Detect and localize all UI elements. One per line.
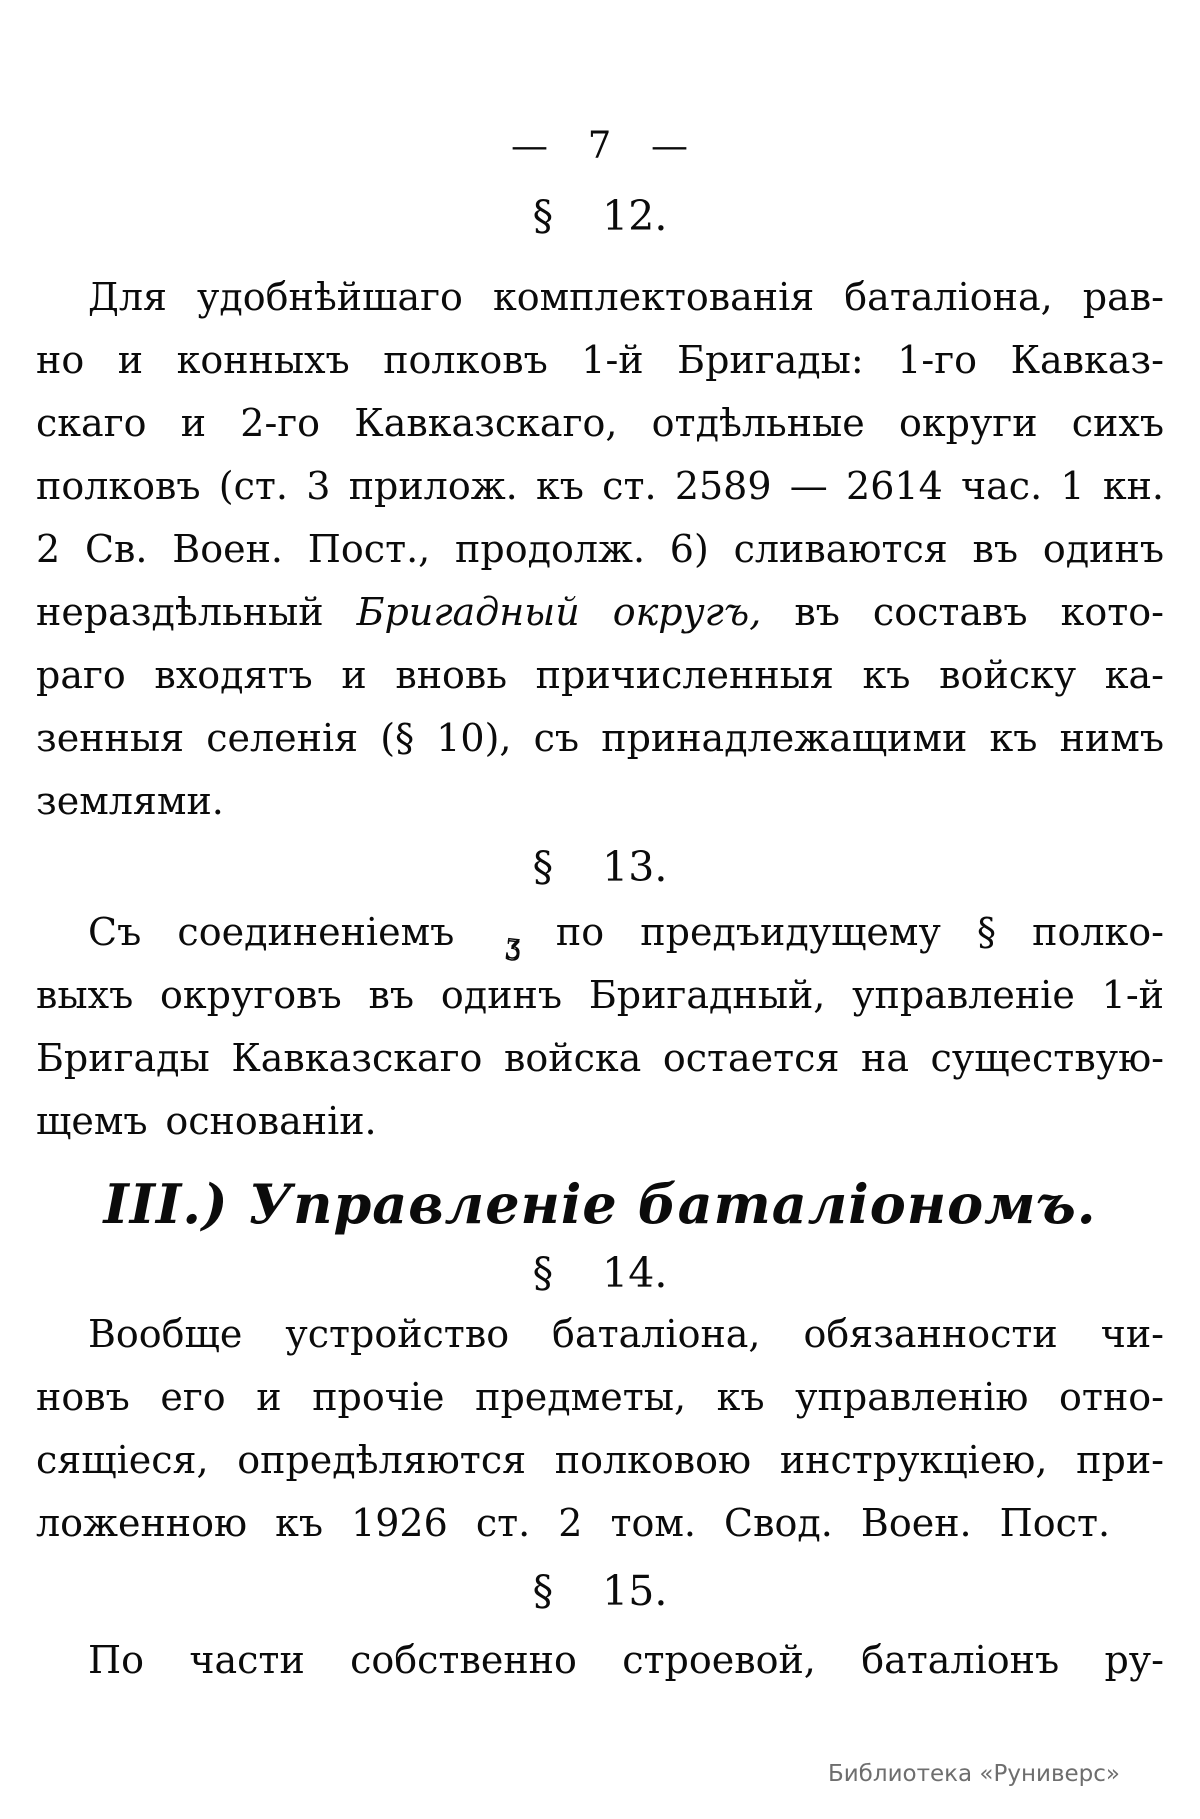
text-segment: Съ соединеніемъ [88,910,455,954]
text-segment: нераздѣльный [36,590,357,634]
text-line: зенныя селенія (§ 10), съ принадлежащими къ нимъ [36,716,1164,760]
text-segment: въ составъ кото- [761,590,1165,634]
section-heading-12: § 12. [532,192,668,240]
section-heading-13: § 13. [532,843,668,891]
text-line: щемъ основаніи. [36,1099,377,1143]
paragraph-15 [36,1629,1164,1692]
text-line: Вообще устройство баталіона, обязанности чи- [88,1312,1164,1356]
text-line: Бригады Кавказскаго войска остается на существую- [36,1036,1164,1080]
section-heading-15: § 15. [532,1567,668,1615]
text-segment: по предъидущему § полко- [519,910,1164,954]
text-line: 2 Св. Воен. Пост., продолж. 6) сливаются въ одинъ [36,527,1164,571]
section-heading-14: § 14. [532,1249,668,1297]
text-line: ложенною къ 1926 ст. 2 том. Свод. Воен. Пост. [36,1501,1111,1545]
text-line: полковъ (ст. 3 прилож. къ ст. 2589 — 2614 час. 1 кн. [36,464,1164,508]
page-number: — 7 — [510,124,690,167]
chapter-heading: III.) Управленіе баталіономъ. [103,1172,1097,1236]
text-line: Для удобнѣйшаго комплектованія баталіона, рав- [88,275,1164,319]
text-line: землями. [36,779,224,823]
text-line: скаго и 2-го Кавказскаго, отдѣльные округи сихъ [36,401,1164,445]
paragraph-13 [36,901,1164,1153]
italic-term: Бригадный округъ, [356,590,762,634]
paragraph-12 [36,266,1164,833]
paragraph-14 [36,1303,1164,1555]
text-line [36,901,1164,964]
ink-artifact: ʒ [504,928,522,961]
text-line: но и конныхъ полковъ 1-й Бригады: 1-го Кавказ- [36,338,1164,382]
text-line: раго входятъ и вновь причисленныя къ войску ка- [36,653,1164,697]
text-line [36,581,1164,644]
text-line: новъ его и прочіе предметы, къ управленію отно- [36,1375,1164,1419]
text-line: выхъ округовъ въ одинъ Бригадный, управленіе 1-й [36,973,1164,1017]
text-line: сящіеся, опредѣляются полковою инструкціею, при- [36,1438,1164,1482]
text-line: По части собственно строевой, баталіонъ ру- [88,1638,1164,1682]
library-watermark: Библиотека «Руниверс» [827,1761,1120,1787]
